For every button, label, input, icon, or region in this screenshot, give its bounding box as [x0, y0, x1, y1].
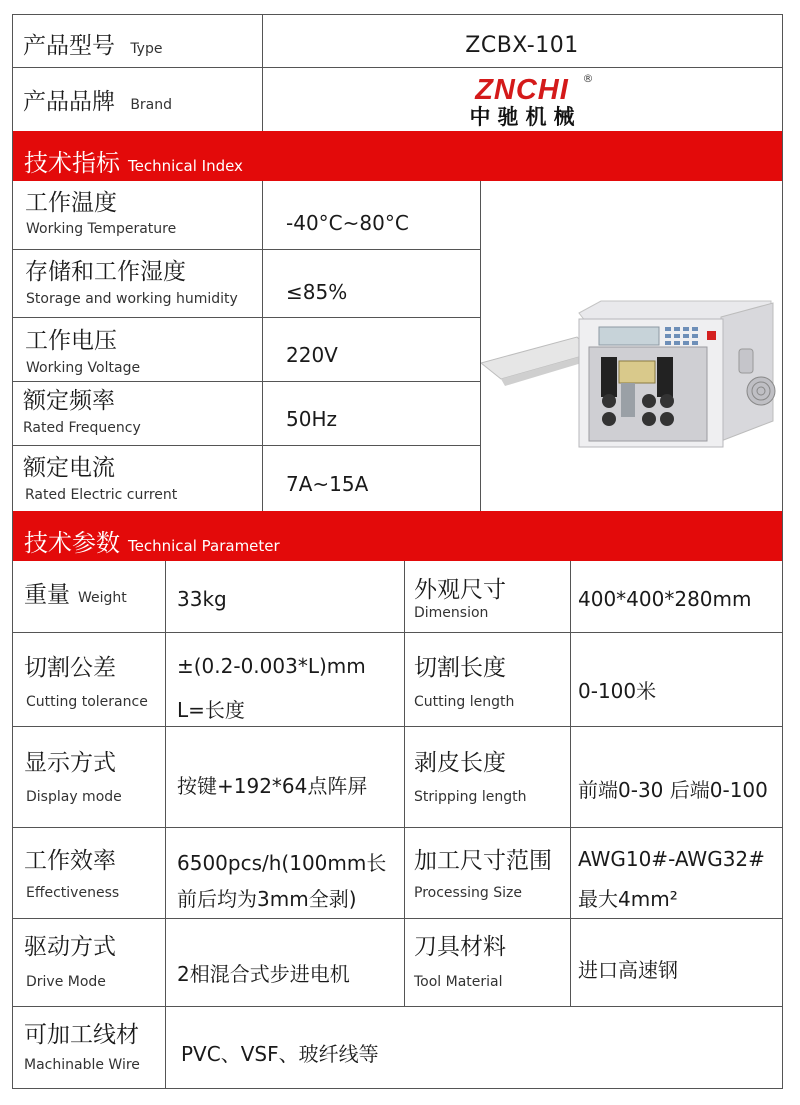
- index-value: 50Hz: [286, 407, 337, 431]
- param-label-zh: 工作效率: [24, 848, 116, 874]
- index-label-zh: 存储和工作湿度: [25, 259, 186, 285]
- param-label-zh: 外观尺寸: [414, 577, 506, 603]
- index-label-en: Storage and working humidity: [26, 291, 238, 307]
- brand-label: [23, 91, 172, 114]
- param-value: ±(0.2-0.003*L)mm: [177, 654, 366, 678]
- index-label-zh: 工作电压: [25, 328, 117, 354]
- model-label-en: Type: [130, 41, 163, 57]
- param-row: [13, 827, 782, 918]
- param-label-en: Drive Mode: [26, 974, 106, 990]
- param-label-zh: 刀具材料: [414, 934, 506, 960]
- index-row: [13, 381, 480, 445]
- index-row: [13, 249, 480, 317]
- param-value: 进口高速钢: [578, 958, 678, 982]
- wire-label-zh: 可加工线材: [24, 1022, 139, 1048]
- param-label-en: Weight: [78, 590, 127, 606]
- index-value: 7A~15A: [286, 472, 369, 496]
- param-label-en: Cutting tolerance: [26, 694, 148, 710]
- model-label-zh: 产品型号: [23, 33, 115, 59]
- brand-logo-en: ZNCHI: [475, 74, 569, 106]
- brand-label-en: Brand: [130, 97, 173, 113]
- param-label-en: Dimension: [414, 605, 489, 621]
- param-label-en: Tool Material: [414, 974, 503, 990]
- brand-logo-zh: 中驰机械: [469, 105, 582, 129]
- param-value: 最大4mm²: [578, 887, 678, 911]
- param-label-zh: 剥皮长度: [414, 750, 506, 776]
- param-value: 400*400*280mm: [578, 587, 752, 611]
- index-row: [13, 181, 480, 249]
- wire-label-en: Machinable Wire: [24, 1057, 140, 1073]
- param-label-zh: 驱动方式: [24, 934, 116, 960]
- wire-stripping-machine-icon: [481, 181, 782, 511]
- technical-index-title-en: Technical Index: [128, 157, 243, 175]
- param-label-en: Cutting length: [414, 694, 515, 710]
- param-value: 前端0-30 后端0-100: [578, 778, 768, 802]
- param-row: [13, 561, 782, 632]
- param-label-zh: 切割公差: [24, 655, 116, 681]
- wire-row: [13, 1006, 782, 1088]
- spec-sheet: [12, 14, 783, 1089]
- index-label-en: Working Voltage: [26, 360, 141, 376]
- wire-value: PVC、VSF、玻纤线等: [181, 1042, 379, 1066]
- param-value: 6500pcs/h(100mm长: [177, 851, 387, 875]
- technical-index-header: [13, 131, 782, 181]
- param-value: 前后均为3mm全剥): [177, 887, 357, 911]
- index-row: [13, 445, 480, 511]
- param-row: [13, 918, 782, 1006]
- index-label-zh: 额定电流: [23, 455, 115, 481]
- param-value: L=长度: [177, 698, 245, 722]
- index-label-en: Rated Electric current: [25, 487, 178, 503]
- index-value: -40°C~80°C: [286, 211, 409, 235]
- param-row: [13, 726, 782, 827]
- param-label-zh: 切割长度: [414, 655, 506, 681]
- index-value: 220V: [286, 343, 338, 367]
- index-label-zh: 额定频率: [23, 388, 115, 414]
- param-label-zh: 显示方式: [24, 750, 116, 776]
- param-value: 2相混合式步进电机: [177, 962, 350, 986]
- param-value: 0-100米: [578, 679, 657, 703]
- model-label: [23, 35, 162, 58]
- index-label-zh: 工作温度: [25, 190, 117, 216]
- param-label-en: Processing Size: [414, 885, 522, 901]
- machine-image: [481, 181, 782, 511]
- param-value: 按键+192*64点阵屏: [177, 774, 368, 798]
- registered-mark: ®: [582, 72, 594, 85]
- param-label-en: Display mode: [26, 789, 122, 805]
- brand-logo: [262, 73, 782, 131]
- param-label-en: Stripping length: [414, 789, 527, 805]
- brand-label-zh: 产品品牌: [23, 89, 115, 115]
- index-row: [13, 317, 480, 381]
- index-label-en: Rated Frequency: [23, 420, 141, 436]
- param-label-zh: 加工尺寸范围: [414, 848, 552, 874]
- technical-index-title-zh: 技术指标: [24, 149, 120, 177]
- param-value: 33kg: [177, 587, 227, 611]
- param-value: AWG10#-AWG32#: [578, 847, 765, 871]
- index-label-en: Working Temperature: [26, 221, 177, 237]
- technical-parameter-title-en: Technical Parameter: [128, 537, 280, 555]
- param-row: [13, 632, 782, 726]
- index-value: ≤85%: [286, 280, 348, 304]
- param-label-zh: 重量: [24, 582, 70, 608]
- technical-parameter-header: [13, 511, 782, 561]
- model-value: ZCBX-101: [465, 33, 579, 58]
- param-label-en: Effectiveness: [26, 885, 120, 901]
- technical-parameter-title-zh: 技术参数: [24, 529, 120, 557]
